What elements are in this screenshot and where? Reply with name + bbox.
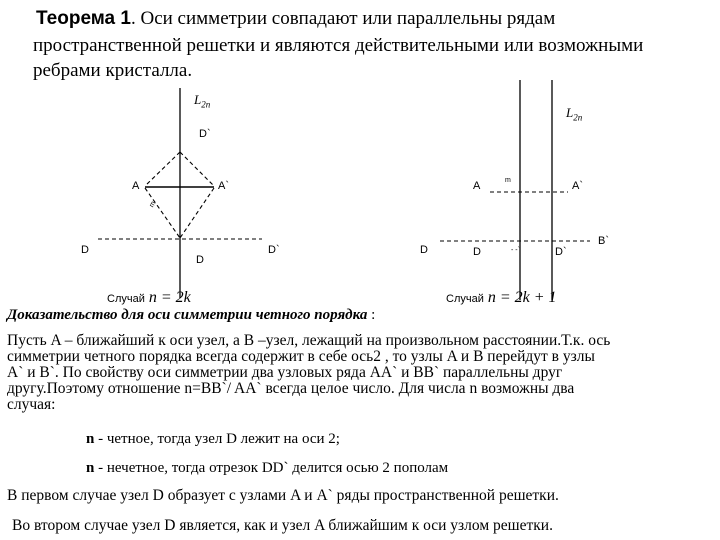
left-a-label: A: [132, 180, 140, 192]
proof-heading-suffix: :: [367, 307, 376, 323]
left-d-label: D: [81, 244, 89, 256]
proof-line: симметрии четного порядка всегда содержит в себе ось2 , то узлы A и B перейдут в узлы: [7, 348, 595, 365]
left-d-prime-label: D`: [268, 244, 280, 256]
right-axis-label: $L_{2n}$: [566, 105, 583, 123]
left-d-prime-top: D`: [199, 128, 211, 140]
right-m-label: m: [505, 177, 511, 184]
theorem-text-line1: . Оси симметрии совпадают или параллельны рядам: [130, 8, 556, 29]
case-even-n: n: [86, 431, 95, 447]
proof-line: случая:: [7, 396, 56, 413]
conclusion-second-case: Во втором случае узел D является, как и узел A ближайшим к оси узлом решетки.: [12, 517, 553, 534]
case-odd-line: [86, 460, 448, 477]
right-d-prime-label: D`: [555, 246, 567, 258]
left-dashed-a-d: [145, 188, 180, 238]
left-dashed-d-prime-a-prime: [180, 152, 214, 186]
left-m-label: m: [148, 200, 158, 209]
case-even-line: [86, 431, 340, 448]
right-a-label: A: [473, 180, 481, 192]
right-small-mark: - -`: [511, 247, 520, 254]
left-dashed-d-prime-a: [145, 152, 180, 186]
case-odd-text: - нечетное, тогда отрезок DD` делится осью 2 пополам: [94, 460, 449, 476]
proof-heading: Доказательство для оси симметрии четного порядка: [7, 307, 368, 323]
right-d-left-label: D: [420, 244, 428, 256]
left-a-prime-label: A`: [218, 180, 229, 192]
case-odd-n: n: [86, 460, 95, 476]
theorem-label: Теорема 1: [36, 8, 131, 29]
proof-line: A` и B`. По свойству оси симметрии два узловых ряда AA` и BB` параллельны друг: [7, 364, 563, 381]
proof-paragraph: [7, 333, 610, 413]
theorem-text-line2: пространственной решетки и являются действительными или возможными: [33, 35, 644, 56]
left-d-mid-label: D: [196, 254, 204, 266]
right-case-caption: Случай n = 2k + 1: [446, 289, 557, 306]
conclusion-first-case: В первом случае узел D образует с узлами A и A` ряды пространственной решетки.: [7, 487, 559, 504]
left-dashed-a-prime-d: [180, 188, 214, 238]
proof-heading-line: [7, 306, 375, 324]
right-a-prime-label: A`: [572, 180, 583, 192]
left-case-caption: Случай n = 2k: [107, 289, 191, 306]
proof-line: другу.Поэтому отношение n=BB`/ AA` всегда целое число. Для числа n возможны два: [7, 380, 575, 397]
right-b-prime-label: B`: [598, 235, 609, 247]
left-axis-label: $L_{2n}$: [194, 92, 211, 110]
right-d-mid-label: D: [473, 246, 481, 258]
case-even-text: - четное, тогда узел D лежит на оси 2;: [94, 431, 340, 447]
theorem-text-line3: ребрами кристалла.: [33, 60, 193, 81]
proof-line: Пусть A – ближайший к оси узел, а B –узел, лежащий на произвольном расстоянии.Т.к. ось: [7, 332, 611, 349]
